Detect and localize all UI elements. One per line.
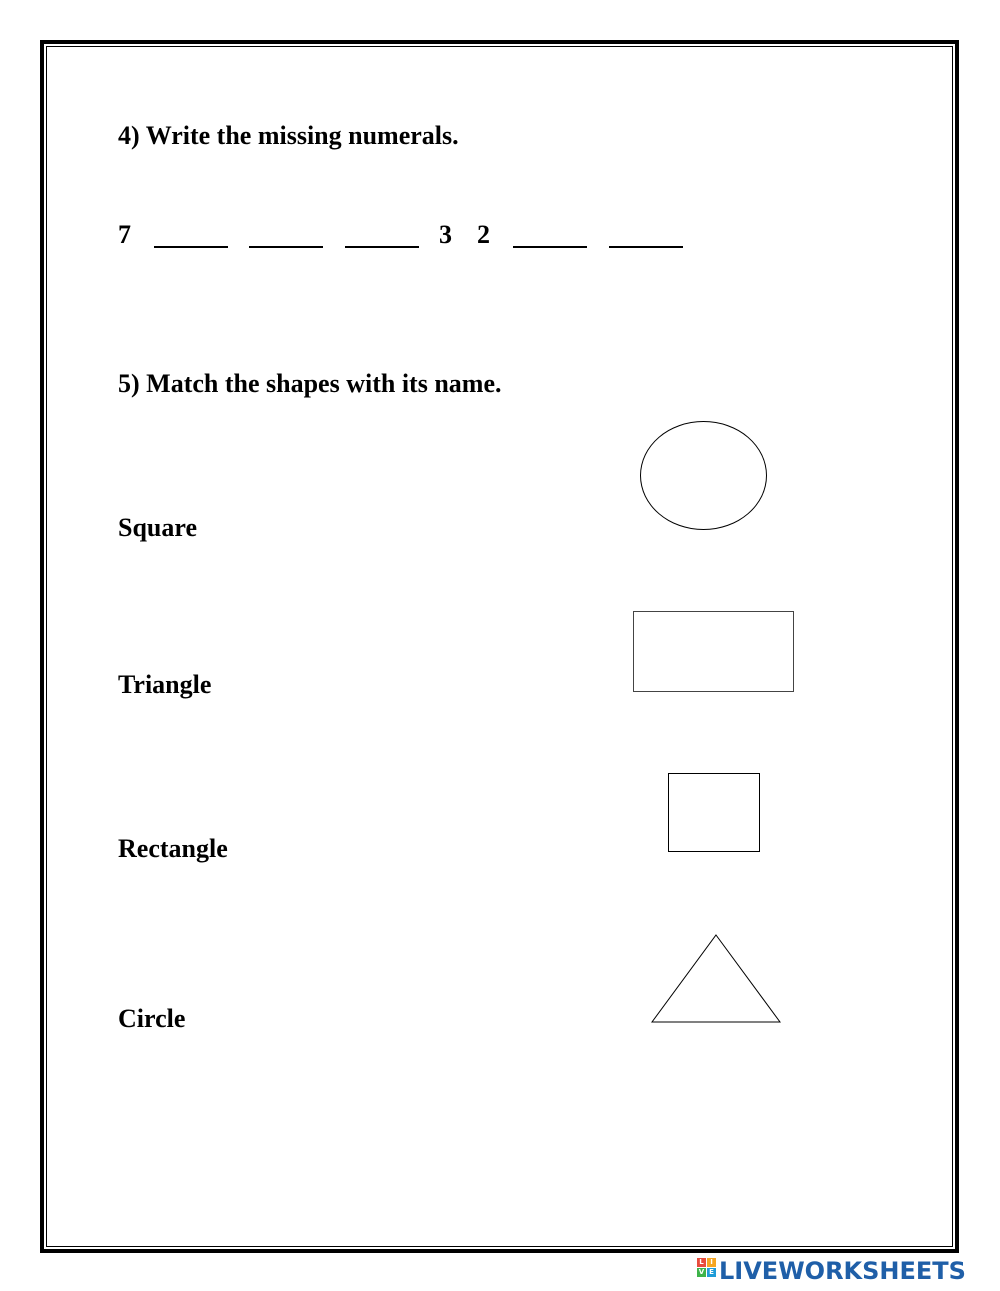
question-5-heading: 5) Match the shapes with its name. [118, 369, 502, 398]
page-border-inner [46, 46, 953, 1247]
oval-shape[interactable] [640, 421, 767, 530]
sequence-number-7: 7 [118, 220, 131, 249]
square-shape[interactable] [668, 773, 760, 852]
logo-letter-i: I [707, 1258, 716, 1267]
sequence-number-3: 3 [439, 220, 452, 249]
answer-blank-3[interactable] [345, 246, 419, 248]
liveworksheets-brand [697, 1258, 966, 1284]
rectangle-shape[interactable] [633, 611, 794, 692]
question-4-heading: 4) Write the missing numerals. [118, 121, 459, 150]
answer-blank-2[interactable] [249, 246, 323, 248]
answer-blank-4[interactable] [513, 246, 587, 248]
answer-blank-5[interactable] [609, 246, 683, 248]
name-label-circle[interactable]: Circle [118, 1004, 186, 1033]
triangle-shape[interactable] [650, 933, 782, 1024]
liveworksheets-logo-icon [697, 1258, 716, 1284]
answer-blank-1[interactable] [154, 246, 228, 248]
logo-letter-e: E [707, 1268, 716, 1277]
name-label-square[interactable]: Square [118, 513, 197, 542]
logo-letter-l: L [697, 1258, 706, 1267]
logo-letter-v: V [698, 1268, 705, 1276]
name-label-triangle[interactable]: Triangle [118, 670, 212, 699]
name-label-rectangle[interactable]: Rectangle [118, 834, 228, 863]
brand-name: LIVEWORKSHEETS [719, 1257, 966, 1285]
sequence-number-2: 2 [477, 220, 490, 249]
